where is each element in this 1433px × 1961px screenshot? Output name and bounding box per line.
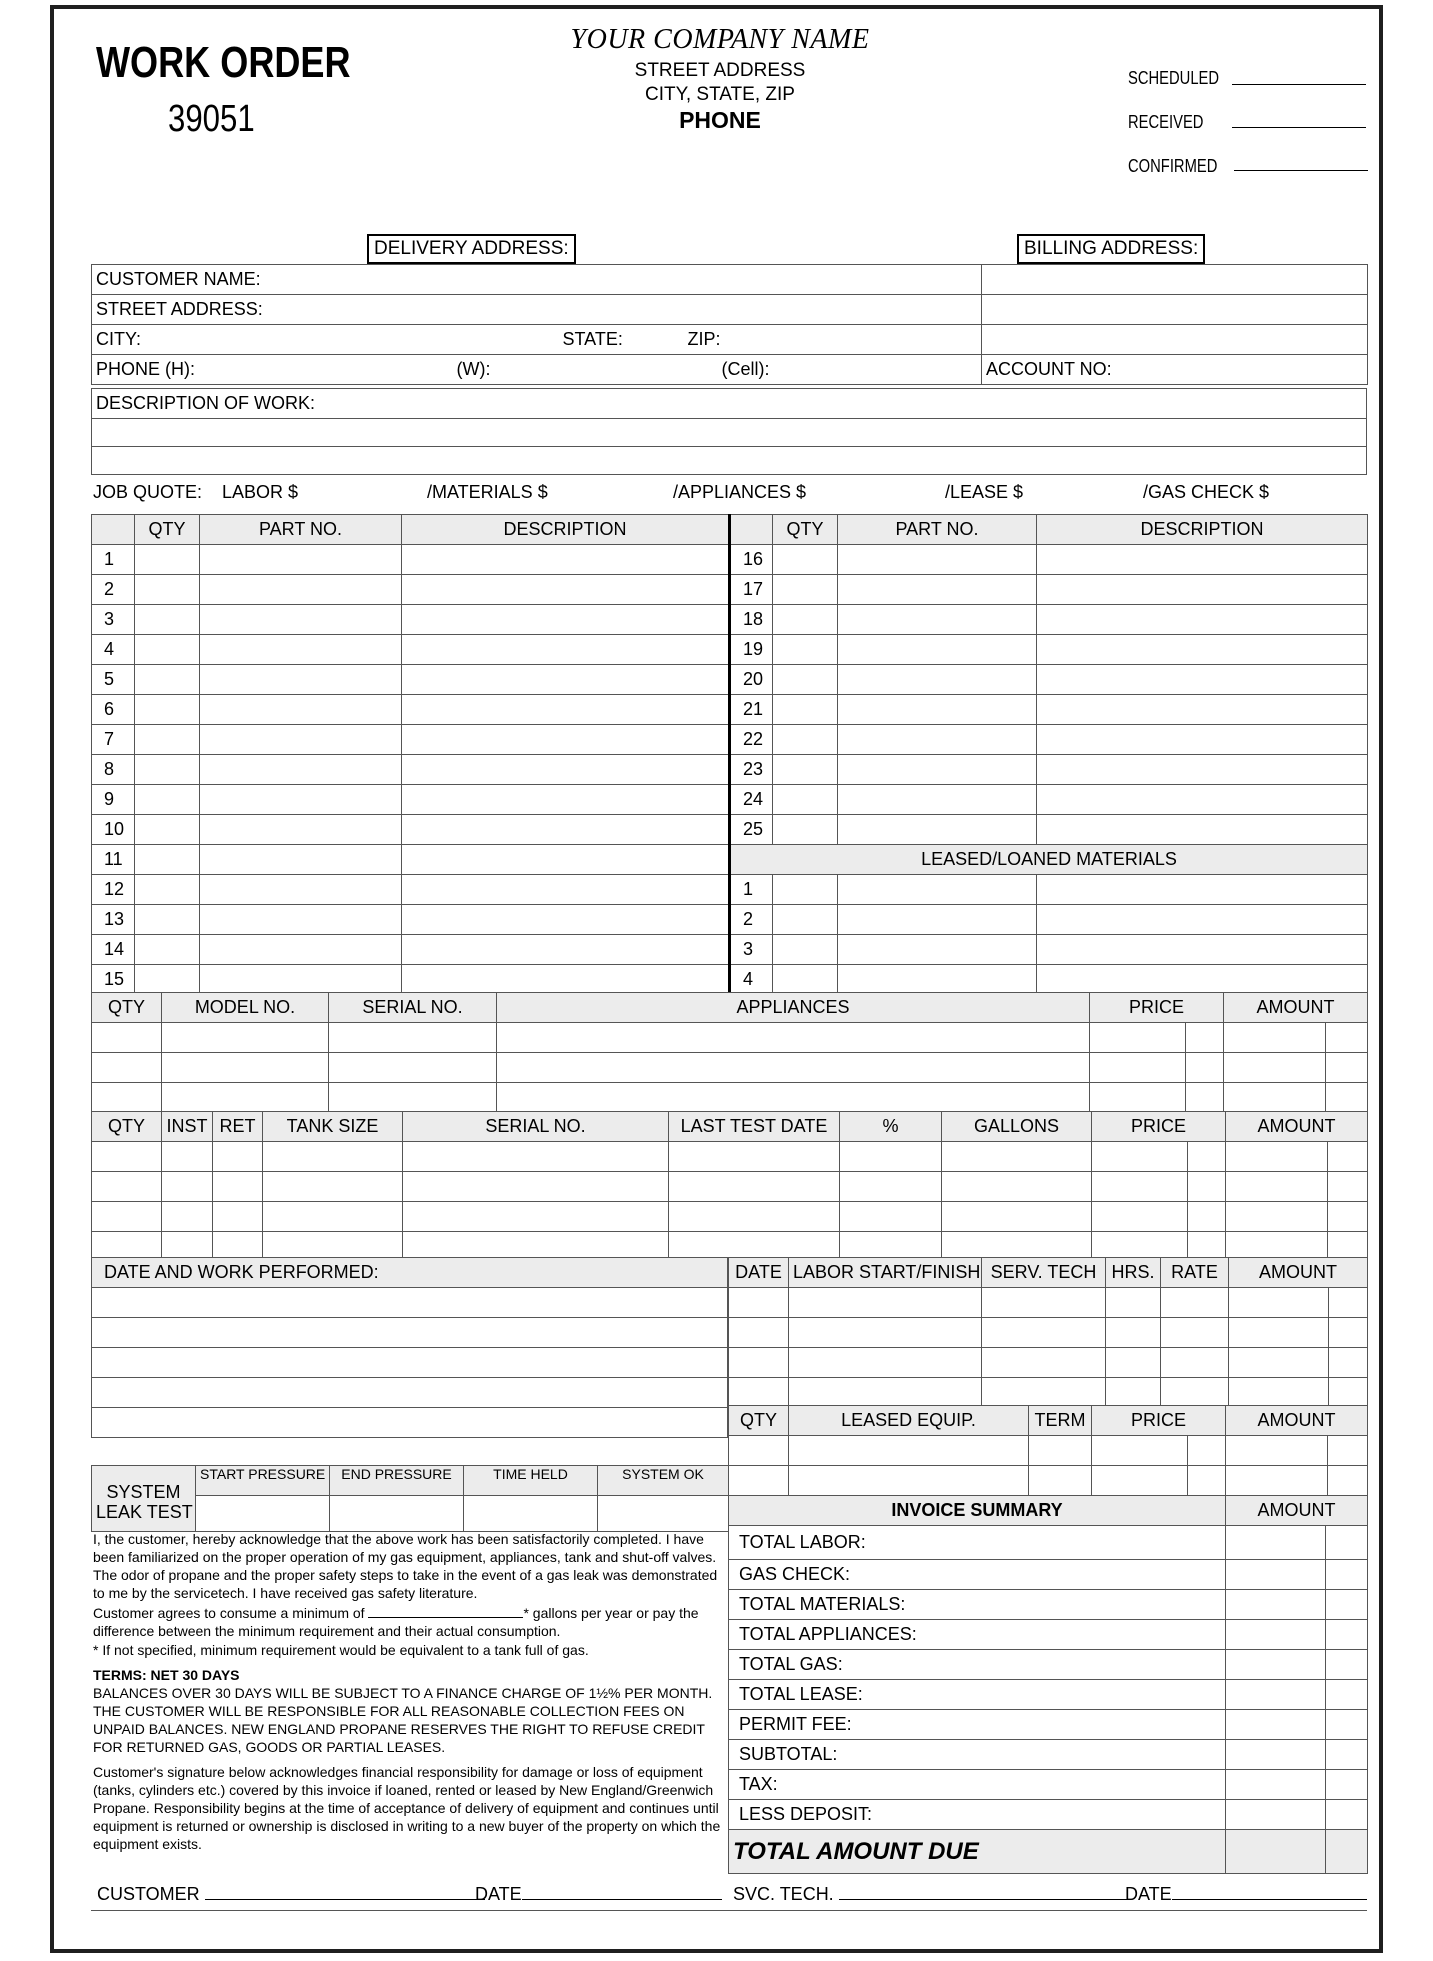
job-quote-appliances[interactable]: /APPLIANCES $	[673, 482, 807, 502]
invoice-row[interactable]	[729, 1800, 1368, 1830]
job-quote-materials[interactable]: /MATERIALS $	[427, 482, 548, 502]
address-table	[91, 264, 1368, 385]
parts-row-number: 5	[92, 665, 135, 695]
appliance-header-appliances: APPLIANCES	[497, 993, 1090, 1023]
work-performed-table	[91, 1257, 728, 1438]
company-city: CITY, STATE, ZIP	[645, 84, 795, 105]
leased-row-number: 3	[730, 935, 773, 965]
work-line[interactable]	[92, 1408, 728, 1438]
parts-header-part-no: PART NO.	[200, 515, 402, 545]
job-quote-gas-check[interactable]: /GAS CHECK $	[1143, 482, 1270, 502]
company-street: STREET ADDRESS	[634, 60, 806, 81]
billing-line-3[interactable]	[982, 325, 1368, 355]
leased-equip-header-amount: AMOUNT	[1226, 1406, 1368, 1436]
customer-name-field[interactable]: CUSTOMER NAME:	[92, 265, 982, 295]
work-line[interactable]	[92, 1318, 728, 1348]
parts-row-number: 12	[92, 875, 135, 905]
parts-header-qty: QTY	[135, 515, 200, 545]
tank-header-qty: QTY	[92, 1112, 162, 1142]
appliance-header-amount: AMOUNT	[1224, 993, 1368, 1023]
parts-row-number: 17	[730, 575, 773, 605]
tanks-table	[91, 1111, 1368, 1262]
parts-row-number: 2	[92, 575, 135, 605]
labor-header-hrs: HRS.	[1106, 1258, 1161, 1288]
parts-row-number: 13	[92, 905, 135, 935]
form-title: WORK ORDER	[96, 38, 351, 87]
parts-row[interactable]	[92, 875, 1368, 905]
signature-note: Customer's signature below acknowledges financial responsibility for damage or loss of equipment (tanks, cylinders etc.) covered by this invoice if loaned, rented or leased by New England/Greenwich Propane. Responsibility begins at the time of acceptance of delivery of equipment and continues until equipment is returned or ownership is disclosed in writing to a new buyer of the property on which the equipment exists.	[93, 1764, 721, 1852]
scheduled-field[interactable]	[1232, 84, 1366, 85]
terms-body: BALANCES OVER 30 DAYS WILL BE SUBJECT TO A FINANCE CHARGE OF 1½% PER MONTH. THE CUSTOMER WILL BE RESPONSIBLE FOR ALL REASONABLE COLLECTION FEES ON UNPAID BALANCES. NEW ENGLAND PROPANE RESERVES THE RIGHT TO REFUSE CREDIT FOR RETURNED GAS, GOODS OR PARTIAL LEASES.	[93, 1685, 713, 1755]
invoice-summary-table	[728, 1495, 1368, 1874]
parts-row-number: 9	[92, 785, 135, 815]
phone-field[interactable]: PHONE (H): (W): (Cell):	[92, 355, 847, 385]
parts-row[interactable]	[92, 815, 1368, 845]
tank-header-gallons: GALLONS	[942, 1112, 1092, 1142]
invoice-row-label: TOTAL LABOR:	[729, 1526, 1226, 1560]
labor-row[interactable]	[729, 1288, 1368, 1318]
labor-header-date: DATE	[729, 1258, 789, 1288]
description-line-1[interactable]	[92, 419, 1367, 447]
customer-date: DATE	[475, 1884, 722, 1905]
account-no-field[interactable]: ACCOUNT NO:	[982, 355, 1368, 385]
parts-row[interactable]	[92, 575, 1368, 605]
appliance-row[interactable]	[92, 1083, 1368, 1113]
tank-header-serial: SERIAL NO.	[403, 1112, 669, 1142]
tech-signature-line[interactable]	[839, 1886, 1129, 1900]
confirmed-field[interactable]	[1234, 170, 1368, 171]
job-quote-labor[interactable]: LABOR $	[222, 482, 299, 502]
parts-table	[91, 514, 1368, 995]
invoice-row[interactable]	[729, 1770, 1368, 1800]
invoice-row-label: LESS DEPOSIT:	[729, 1800, 1226, 1830]
billing-address-label: BILLING ADDRESS:	[1017, 234, 1205, 264]
terms-title: TERMS: NET 30 DAYS	[93, 1667, 240, 1683]
invoice-row[interactable]	[729, 1526, 1368, 1560]
parts-row[interactable]	[92, 785, 1368, 815]
parts-row[interactable]	[92, 965, 1368, 995]
tank-row[interactable]	[92, 1202, 1368, 1232]
invoice-row-label: TOTAL LEASE:	[729, 1680, 1226, 1710]
leased-equip-header-name: LEASED EQUIP.	[789, 1406, 1029, 1436]
leak-header-end: END PRESSURE	[330, 1466, 464, 1496]
total-amount-due-row[interactable]	[729, 1830, 1368, 1874]
parts-row-number: 19	[730, 635, 773, 665]
labor-row[interactable]	[729, 1378, 1368, 1408]
labor-header-amount: AMOUNT	[1229, 1258, 1368, 1288]
invoice-row-label: TOTAL MATERIALS:	[729, 1590, 1226, 1620]
tank-header-price: PRICE	[1092, 1112, 1226, 1142]
labor-table	[728, 1257, 1368, 1408]
invoice-row-label: TAX:	[729, 1770, 1226, 1800]
parts-row-number: 25	[730, 815, 773, 845]
description-of-work-label: DESCRIPTION OF WORK:	[92, 389, 1367, 419]
leased-equip-header-price: PRICE	[1092, 1406, 1226, 1436]
customer-signature-line[interactable]	[205, 1886, 485, 1900]
parts-row-number: 10	[92, 815, 135, 845]
parts-row-number: 7	[92, 725, 135, 755]
tank-header-amount: AMOUNT	[1226, 1112, 1368, 1142]
work-performed-label: DATE AND WORK PERFORMED:	[92, 1258, 728, 1288]
leak-header-start: START PRESSURE	[196, 1466, 330, 1496]
leased-loaned-materials-label: LEASED/LOANED MATERIALS	[730, 845, 1368, 875]
city-state-zip-field[interactable]: CITY: STATE: ZIP:	[92, 325, 982, 355]
parts-row[interactable]	[92, 635, 1368, 665]
leak-test-table	[91, 1465, 729, 1532]
invoice-row-label: PERMIT FEE:	[729, 1710, 1226, 1740]
parts-row-number: 3	[92, 605, 135, 635]
invoice-amount-header: AMOUNT	[1226, 1496, 1368, 1526]
labor-header-serv-tech: SERV. TECH	[982, 1258, 1106, 1288]
acknowledgement-text: I, the customer, hereby acknowledge that the above work has been satisfactorily completed. I have been familiarized on the proper operation of my gas equipment, appliances, tank and shut-off valves. The odor of propane and the proper safety steps to take in the event of a gas leak was demonstrated to me by the servicetech. I have received gas safety literature.	[93, 1531, 718, 1601]
appliance-header-qty: QTY	[92, 993, 162, 1023]
invoice-row[interactable]	[729, 1650, 1368, 1680]
labor-row[interactable]	[729, 1348, 1368, 1378]
parts-row-number: 20	[730, 665, 773, 695]
parts-row[interactable]	[92, 605, 1368, 635]
invoice-row[interactable]	[729, 1710, 1368, 1740]
description-line-2[interactable]	[92, 447, 1367, 475]
appliance-header-price: PRICE	[1090, 993, 1224, 1023]
tech-date: DATE	[1125, 1884, 1367, 1905]
work-line[interactable]	[92, 1288, 728, 1318]
tech-signature: SVC. TECH.	[733, 1884, 1129, 1905]
invoice-row-label: GAS CHECK:	[729, 1560, 1226, 1590]
invoice-row[interactable]	[729, 1680, 1368, 1710]
minimum-note: * If not specified, minimum requirement would be equivalent to a tank full of gas.	[93, 1642, 589, 1658]
leak-header-system-ok: SYSTEM OK	[598, 1466, 729, 1496]
work-order-number: 39051	[168, 98, 255, 140]
parts-row[interactable]	[92, 905, 1368, 935]
scheduled-label: SCHEDULED	[1128, 68, 1220, 88]
labor-row[interactable]	[729, 1318, 1368, 1348]
appliance-row[interactable]	[92, 1023, 1368, 1053]
invoice-row[interactable]	[729, 1560, 1368, 1590]
invoice-summary-title: INVOICE SUMMARY	[729, 1496, 1226, 1526]
start-pressure-field[interactable]	[196, 1496, 330, 1532]
parts-header-part-no-2: PART NO.	[838, 515, 1037, 545]
leased-equip-header-qty: QTY	[729, 1406, 789, 1436]
confirmed-label: CONFIRMED	[1128, 156, 1218, 176]
parts-row[interactable]	[92, 755, 1368, 785]
parts-row-number: 15	[92, 965, 135, 995]
tank-row[interactable]	[92, 1172, 1368, 1202]
appliance-header-model: MODEL NO.	[162, 993, 329, 1023]
parts-row-number: 16	[730, 545, 773, 575]
leased-equip-row[interactable]	[729, 1436, 1368, 1466]
parts-row[interactable]	[92, 665, 1368, 695]
appliance-row[interactable]	[92, 1053, 1368, 1083]
leased-equip-row[interactable]	[729, 1466, 1368, 1496]
invoice-row[interactable]	[729, 1740, 1368, 1770]
parts-header-qty-2: QTY	[773, 515, 838, 545]
customer-signature: CUSTOMER	[97, 1884, 485, 1905]
parts-header-num-2	[730, 515, 773, 545]
appliance-header-serial: SERIAL NO.	[329, 993, 497, 1023]
parts-row-number: 18	[730, 605, 773, 635]
description-table	[91, 388, 1367, 475]
parts-row[interactable]	[92, 725, 1368, 755]
leak-header-time: TIME HELD	[464, 1466, 598, 1496]
parts-row-number: 6	[92, 695, 135, 725]
parts-row[interactable]	[92, 935, 1368, 965]
parts-row-number: 23	[730, 755, 773, 785]
tank-header-ret: RET	[213, 1112, 263, 1142]
parts-row-number: 8	[92, 755, 135, 785]
tank-row[interactable]	[92, 1142, 1368, 1172]
parts-header-num	[92, 515, 135, 545]
tech-date-line[interactable]	[1172, 1886, 1367, 1900]
work-line[interactable]	[92, 1348, 728, 1378]
parts-header-description-2: DESCRIPTION	[1037, 515, 1368, 545]
end-pressure-field[interactable]	[330, 1496, 464, 1532]
labor-header-rate: RATE	[1161, 1258, 1229, 1288]
company-phone: PHONE	[679, 107, 761, 133]
parts-row[interactable]	[92, 695, 1368, 725]
invoice-row-label: SUBTOTAL:	[729, 1740, 1226, 1770]
parts-row[interactable]	[92, 845, 1368, 875]
parts-row-number: 4	[92, 635, 135, 665]
leased-row-number: 1	[730, 875, 773, 905]
tank-header-percent: %	[840, 1112, 942, 1142]
parts-row-number: 1	[92, 545, 135, 575]
leak-test-label: SYSTEM LEAK TEST	[92, 1466, 196, 1532]
received-field[interactable]	[1232, 127, 1366, 128]
work-line[interactable]	[92, 1378, 728, 1408]
company-name: YOUR COMPANY NAME	[570, 24, 870, 55]
parts-row-number: 11	[92, 845, 135, 875]
leased-row-number: 2	[730, 905, 773, 935]
system-ok-field[interactable]	[598, 1496, 729, 1532]
leased-row-number: 4	[730, 965, 773, 995]
labor-header-start-finish: LABOR START/FINISH	[789, 1258, 982, 1288]
billing-line-2[interactable]	[982, 295, 1368, 325]
parts-row-number: 21	[730, 695, 773, 725]
street-address-field[interactable]: STREET ADDRESS:	[92, 295, 982, 325]
invoice-row-label: TOTAL GAS:	[729, 1650, 1226, 1680]
received-label: RECEIVED	[1128, 112, 1204, 132]
appliances-table	[91, 992, 1368, 1113]
minimum-consumption: Customer agrees to consume a minimum of * gallons per year or pay the difference between the minimum requirement and their actual consumption.	[93, 1605, 699, 1639]
delivery-address-label: DELIVERY ADDRESS:	[367, 234, 576, 264]
invoice-row-label: TOTAL APPLIANCES:	[729, 1620, 1226, 1650]
parts-row-number: 22	[730, 725, 773, 755]
billing-line-1[interactable]	[982, 265, 1368, 295]
time-held-field[interactable]	[464, 1496, 598, 1532]
bottom-rule	[91, 1910, 1367, 1911]
tank-header-last-test: LAST TEST DATE	[669, 1112, 840, 1142]
job-quote-label: JOB QUOTE:	[93, 482, 203, 502]
job-quote-lease[interactable]: /LEASE $	[945, 482, 1024, 502]
customer-date-line[interactable]	[522, 1886, 722, 1900]
leased-equip-header-term: TERM	[1029, 1406, 1092, 1436]
total-amount-due-label: TOTAL AMOUNT DUE	[729, 1830, 1226, 1874]
parts-header-description: DESCRIPTION	[402, 515, 730, 545]
leased-equip-table	[728, 1405, 1368, 1496]
tank-header-inst: INST	[162, 1112, 213, 1142]
invoice-row[interactable]	[729, 1590, 1368, 1620]
parts-row-number: 14	[92, 935, 135, 965]
parts-row[interactable]	[92, 545, 1368, 575]
invoice-row[interactable]	[729, 1620, 1368, 1650]
parts-row-number: 24	[730, 785, 773, 815]
tank-header-tank-size: TANK SIZE	[263, 1112, 403, 1142]
minimum-gallons-field[interactable]	[368, 1604, 523, 1618]
